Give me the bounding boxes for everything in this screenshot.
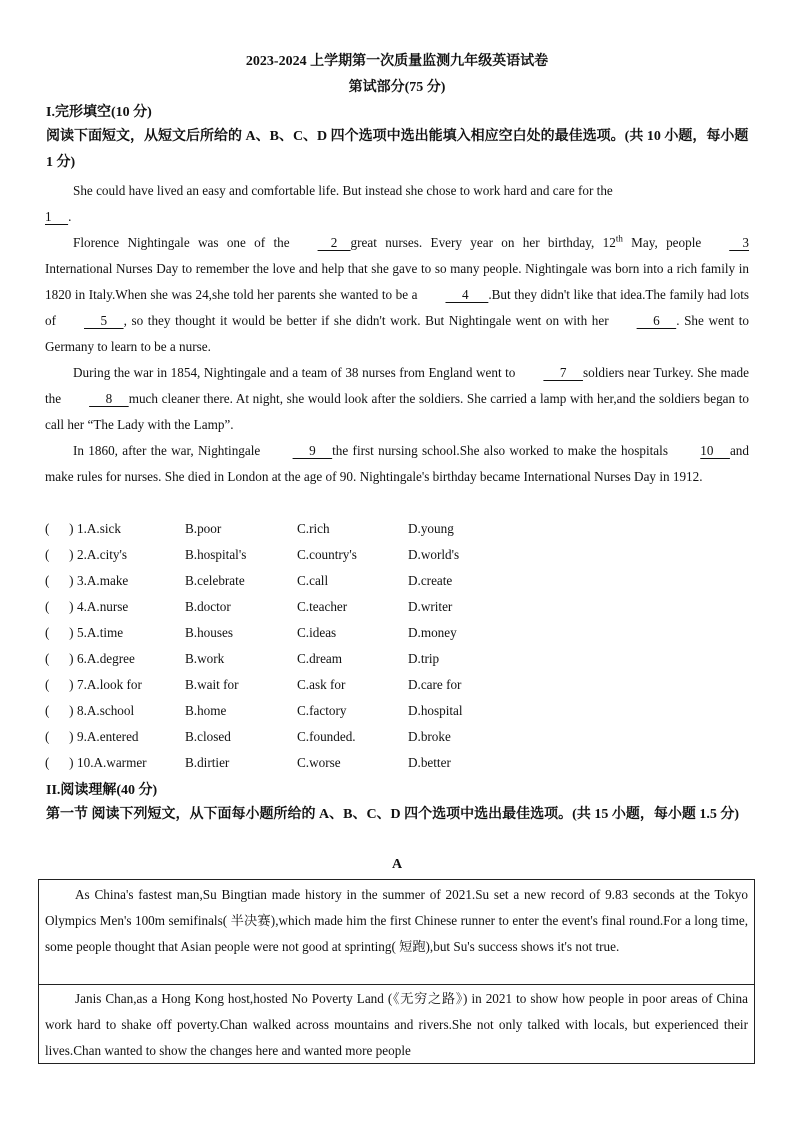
answer-paren[interactable]: ( ) [45, 573, 74, 588]
option-c: C.teacher [297, 599, 348, 614]
text: . [68, 209, 72, 224]
blank-7: 7 [543, 365, 583, 380]
answer-paren[interactable]: ( ) [45, 755, 74, 770]
question-row [45, 672, 745, 698]
option-d: D.young [408, 521, 454, 536]
option-d: D.money [408, 625, 457, 640]
text: May, people [622, 235, 702, 250]
option-c: C.worse [297, 755, 341, 770]
blank-5: 5 [84, 313, 124, 328]
option-a: 1.A.sick [77, 521, 121, 536]
text: . She went to Germany to learn to be a nurse. [45, 313, 749, 354]
option-c: C.ask for [297, 677, 346, 692]
text: She could have lived an easy and comfortable life. But instead she chose to work hard and care for the [73, 183, 613, 198]
blank-10: 10 [700, 443, 730, 458]
option-d: D.care for [408, 677, 462, 692]
section1-instruction: 阅读下面短文，从短文后所给的 A、B、C、D 四个选项中选出能填入相应空白处的最佳选项。(共 10 小题，每小题 1 分) [46, 129, 749, 170]
text: soldiers near Turkey. She made the [45, 365, 750, 406]
option-d: D.hospital [408, 703, 463, 718]
option-d: D.writer [408, 599, 453, 614]
option-a: 9.A.entered [77, 729, 139, 744]
section1-heading: I.完形填空(10 分) [46, 105, 152, 120]
answer-paren[interactable]: ( ) [45, 703, 74, 718]
answer-paren[interactable]: ( ) [45, 599, 74, 614]
passage-label-a: A [391, 857, 403, 872]
option-b: B.home [185, 703, 227, 718]
option-d: D.create [408, 573, 453, 588]
passage-box-1-text: As China's fastest man,Su Bingtian made history in the summer of 2021.Su set a new record of 9.83 seconds at the Tokyo Olympics Men's 100m semifinals( 半决赛),which made him the first Chinese runner to enter the event's final round.For a long time, some people thought that Asian people were not good at sprinting( 短跑),but Su's success shows it's not true. [45, 887, 748, 954]
answer-paren[interactable]: ( ) [45, 547, 74, 562]
section2-heading: II.阅读理解(40 分) [46, 783, 158, 798]
blank-8: 8 [89, 391, 129, 406]
option-a: 4.A.nurse [77, 599, 129, 614]
option-d: D.trip [408, 651, 440, 666]
blank-9: 9 [292, 443, 333, 458]
option-a: 6.A.degree [77, 651, 135, 666]
answer-paren[interactable]: ( ) [45, 677, 74, 692]
passage-box-2 [38, 984, 755, 1064]
option-c: C.call [297, 573, 329, 588]
option-c: C.dream [297, 651, 343, 666]
option-b: B.celebrate [185, 573, 245, 588]
superscript-th: th [615, 233, 623, 244]
text: , so they thought it would be better if she didn't work. But Nightingale went on with her [123, 313, 609, 328]
option-c: C.rich [297, 521, 330, 536]
option-a: 5.A.time [77, 625, 124, 640]
answer-paren[interactable]: ( ) [45, 729, 74, 744]
cloze-paragraph-1 [45, 178, 749, 230]
text: much cleaner there. At night, she would look after the soldiers. She carried a lamp with her,and the soldiers began to call her “The Lady with the Lamp”. [45, 391, 749, 432]
option-b: B.work [185, 651, 225, 666]
text: Florence Nightingale was one of the [73, 235, 290, 250]
cloze-paragraph-3 [45, 360, 749, 438]
option-a: 8.A.school [77, 703, 135, 718]
option-b: B.dirtier [185, 755, 230, 770]
question-row [45, 698, 745, 724]
question-row [45, 724, 745, 750]
option-a: 2.A.city's [77, 547, 127, 562]
answer-paren[interactable]: ( ) [45, 521, 74, 536]
text: In 1860, after the war, Nightingale [73, 443, 265, 458]
option-b: B.houses [185, 625, 233, 640]
text: .But they didn't like that idea.The family had lots of [45, 287, 749, 328]
question-row [45, 620, 745, 646]
text: the first nursing school.She also worked to make the hospitals [332, 443, 673, 458]
option-b: B.doctor [185, 599, 231, 614]
option-c: C.country's [297, 547, 357, 562]
option-b: B.wait for [185, 677, 239, 692]
option-d: D.world's [408, 547, 460, 562]
option-b: B.closed [185, 729, 231, 744]
text: great nurses. Every year on her birthday, 12 [350, 235, 616, 250]
option-a: 3.A.make [77, 573, 129, 588]
question-row [45, 516, 745, 542]
section2-instruction: 第一节 阅读下列短文，从下面每小题所给的 A、B、C、D 四个选项中选出最佳选项。(共 15 小题，每小题 1.5 分) [46, 807, 739, 822]
text: and make rules for nurses. She died in London at the age of 90. Nightingale's birthday became International Nurses Day in 1912. [45, 443, 749, 484]
question-row [45, 594, 745, 620]
blank-2: 2 [317, 235, 351, 250]
cloze-paragraph-2 [45, 230, 749, 360]
option-a: 10.A.warmer [77, 755, 147, 770]
blank-4: 4 [445, 287, 489, 302]
blank-6: 6 [636, 313, 677, 328]
question-row [45, 568, 745, 594]
answer-paren[interactable]: ( ) [45, 625, 74, 640]
option-a: 7.A.look for [77, 677, 142, 692]
cloze-paragraph-4 [45, 438, 749, 490]
option-c: C.ideas [297, 625, 337, 640]
passage-box-1 [38, 879, 755, 985]
blank-1: 1 [45, 209, 69, 224]
option-b: B.hospital's [185, 547, 247, 562]
blank-3: 3 [729, 235, 750, 250]
text: During the war in 1854, Nightingale and a team of 38 nurses from England went to [73, 365, 516, 380]
option-b: B.poor [185, 521, 222, 536]
option-d: D.broke [408, 729, 451, 744]
cloze-passage [45, 178, 749, 490]
option-d: D.better [408, 755, 451, 770]
option-c: C.founded. [297, 729, 356, 744]
exam-title: 2023-2024 上学期第一次质量监测九年级英语试卷 [245, 54, 549, 69]
question-row [45, 750, 745, 776]
question-row [45, 646, 745, 672]
option-c: C.factory [297, 703, 347, 718]
question-row [45, 542, 745, 568]
text: International Nurses Day to remember the love and help that she gave to so many people. Nightingale was born into a rich family in 1820 in Italy.When she was 24,she told her parents she wanted to be a [45, 261, 749, 302]
exam-subtitle: 第试部分(75 分) [348, 80, 446, 95]
answer-paren[interactable]: ( ) [45, 651, 74, 666]
passage-box-2-text: Janis Chan,as a Hong Kong host,hosted No Poverty Land (《无穷之路》) in 2021 to show how people in poor areas of China work hard to shake off poverty.Chan walked across mountains and rivers.She not only talked with locals, but experienced their lives.Chan wanted to show the changes here and wanted more people [45, 991, 748, 1058]
